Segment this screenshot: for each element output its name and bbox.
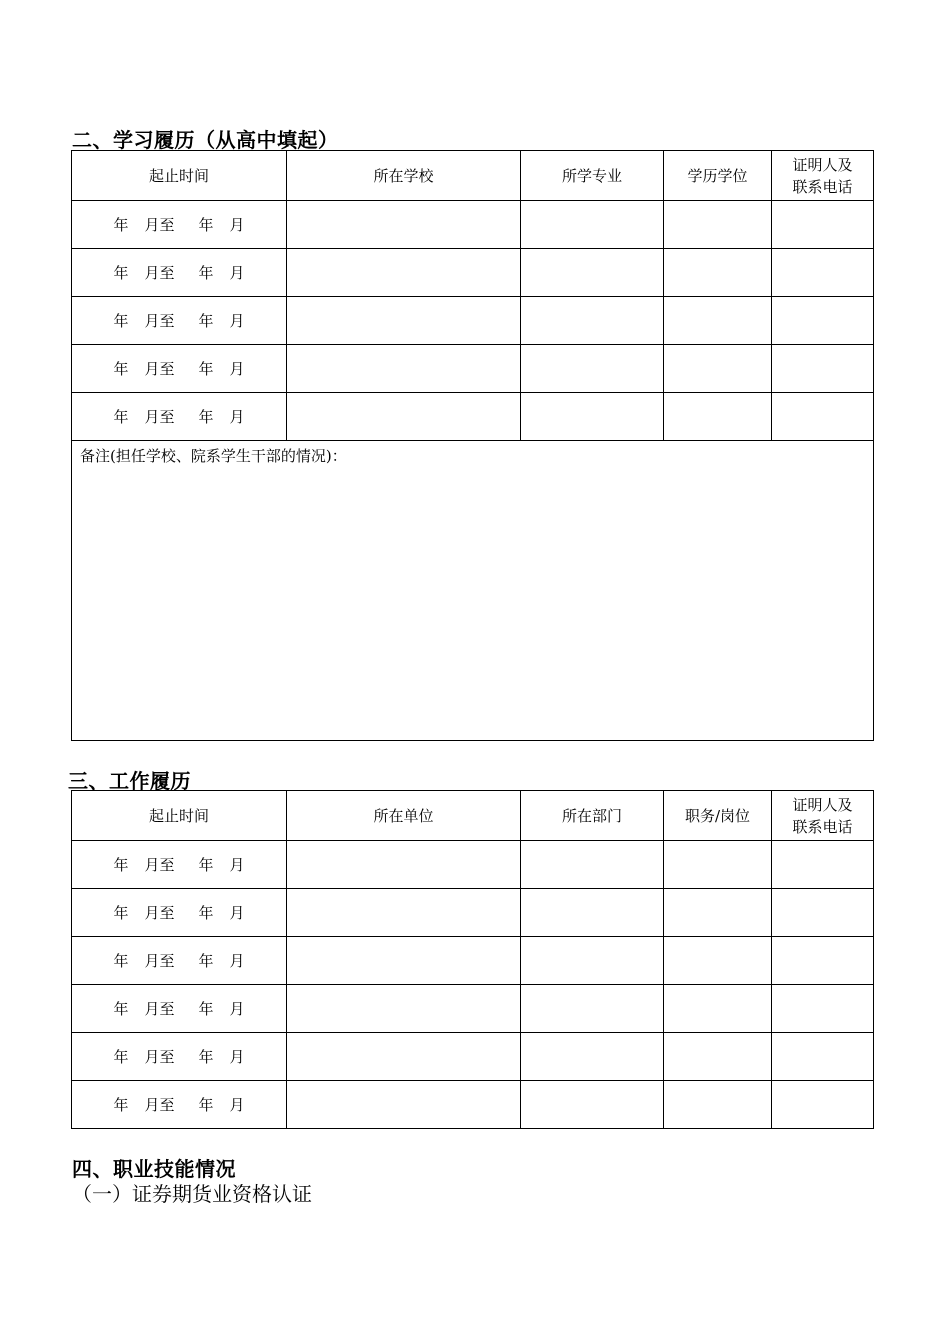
institution-cell[interactable] bbox=[287, 249, 521, 297]
education-table bbox=[71, 150, 874, 741]
start-year-label: 年 bbox=[113, 1095, 129, 1114]
start-month-label: 月至 bbox=[144, 311, 175, 330]
end-month-label: 月 bbox=[229, 311, 245, 330]
end-month-label: 月 bbox=[229, 359, 245, 378]
end-year-label: 年 bbox=[198, 1047, 214, 1066]
detail-cell[interactable] bbox=[521, 201, 664, 249]
end-month-label: 月 bbox=[229, 951, 245, 970]
witness-cell[interactable] bbox=[772, 1033, 874, 1081]
start-year-label: 年 bbox=[113, 855, 129, 874]
end-month-label: 月 bbox=[229, 855, 245, 874]
detail-cell[interactable] bbox=[521, 393, 664, 441]
witness-cell[interactable] bbox=[772, 201, 874, 249]
title-cell[interactable] bbox=[664, 297, 772, 345]
header-major: 所学专业 bbox=[521, 151, 664, 201]
title-cell[interactable] bbox=[664, 1033, 772, 1081]
education-header-row bbox=[72, 151, 874, 201]
remarks-label: 备注(担任学校、院系学生干部的情况)： bbox=[80, 447, 347, 465]
period-cell[interactable] bbox=[72, 937, 287, 985]
detail-cell[interactable] bbox=[521, 889, 664, 937]
header-period: 起止时间 bbox=[72, 791, 287, 841]
end-month-label: 月 bbox=[229, 999, 245, 1018]
period-cell[interactable] bbox=[72, 1033, 287, 1081]
start-year-label: 年 bbox=[113, 215, 129, 234]
work-row bbox=[72, 1081, 874, 1129]
education-section-title: 二、学习履历（从高中填起） bbox=[72, 128, 339, 152]
start-year-label: 年 bbox=[113, 999, 129, 1018]
header-position: 职务/岗位 bbox=[664, 791, 772, 841]
end-year-label: 年 bbox=[198, 951, 214, 970]
end-year-label: 年 bbox=[198, 263, 214, 282]
header-witness: 证明人及 联系电话 bbox=[772, 791, 874, 841]
start-month-label: 月至 bbox=[144, 1095, 175, 1114]
education-remarks-cell[interactable] bbox=[72, 441, 874, 741]
period-cell[interactable] bbox=[72, 249, 287, 297]
period-cell[interactable] bbox=[72, 985, 287, 1033]
end-year-label: 年 bbox=[198, 999, 214, 1018]
start-year-label: 年 bbox=[113, 1047, 129, 1066]
start-year-label: 年 bbox=[113, 359, 129, 378]
detail-cell[interactable] bbox=[521, 297, 664, 345]
header-period: 起止时间 bbox=[72, 151, 287, 201]
start-month-label: 月至 bbox=[144, 263, 175, 282]
witness-cell[interactable] bbox=[772, 345, 874, 393]
title-cell[interactable] bbox=[664, 985, 772, 1033]
title-cell[interactable] bbox=[664, 841, 772, 889]
institution-cell[interactable] bbox=[287, 393, 521, 441]
detail-cell[interactable] bbox=[521, 937, 664, 985]
title-cell[interactable] bbox=[664, 393, 772, 441]
end-year-label: 年 bbox=[198, 855, 214, 874]
education-row bbox=[72, 345, 874, 393]
header-employer: 所在单位 bbox=[287, 791, 521, 841]
start-month-label: 月至 bbox=[144, 407, 175, 426]
start-month-label: 月至 bbox=[144, 359, 175, 378]
period-cell[interactable] bbox=[72, 1081, 287, 1129]
end-month-label: 月 bbox=[229, 1047, 245, 1066]
start-year-label: 年 bbox=[113, 903, 129, 922]
work-table bbox=[71, 790, 874, 1129]
institution-cell[interactable] bbox=[287, 345, 521, 393]
title-cell[interactable] bbox=[664, 201, 772, 249]
institution-cell[interactable] bbox=[287, 985, 521, 1033]
period-cell[interactable] bbox=[72, 889, 287, 937]
witness-cell[interactable] bbox=[772, 297, 874, 345]
witness-cell[interactable] bbox=[772, 889, 874, 937]
work-row bbox=[72, 889, 874, 937]
education-row bbox=[72, 393, 874, 441]
title-cell[interactable] bbox=[664, 1081, 772, 1129]
header-school: 所在学校 bbox=[287, 151, 521, 201]
witness-cell[interactable] bbox=[772, 393, 874, 441]
title-cell[interactable] bbox=[664, 249, 772, 297]
end-year-label: 年 bbox=[198, 903, 214, 922]
end-year-label: 年 bbox=[198, 359, 214, 378]
work-row bbox=[72, 1033, 874, 1081]
end-year-label: 年 bbox=[198, 311, 214, 330]
end-year-label: 年 bbox=[198, 215, 214, 234]
start-year-label: 年 bbox=[113, 951, 129, 970]
institution-cell[interactable] bbox=[287, 1033, 521, 1081]
education-row bbox=[72, 249, 874, 297]
institution-cell[interactable] bbox=[287, 841, 521, 889]
start-year-label: 年 bbox=[113, 263, 129, 282]
end-month-label: 月 bbox=[229, 215, 245, 234]
start-year-label: 年 bbox=[113, 407, 129, 426]
start-month-label: 月至 bbox=[144, 855, 175, 874]
title-cell[interactable] bbox=[664, 889, 772, 937]
title-cell[interactable] bbox=[664, 345, 772, 393]
end-year-label: 年 bbox=[198, 407, 214, 426]
start-month-label: 月至 bbox=[144, 999, 175, 1018]
header-degree: 学历学位 bbox=[664, 151, 772, 201]
end-year-label: 年 bbox=[198, 1095, 214, 1114]
work-row bbox=[72, 841, 874, 889]
detail-cell[interactable] bbox=[521, 985, 664, 1033]
title-cell[interactable] bbox=[664, 937, 772, 985]
start-month-label: 月至 bbox=[144, 903, 175, 922]
header-department: 所在部门 bbox=[521, 791, 664, 841]
education-row bbox=[72, 201, 874, 249]
witness-cell[interactable] bbox=[772, 1081, 874, 1129]
institution-cell[interactable] bbox=[287, 201, 521, 249]
institution-cell[interactable] bbox=[287, 1081, 521, 1129]
skills-subsection-title: （一）证券期货业资格认证 bbox=[72, 1182, 312, 1206]
detail-cell[interactable] bbox=[521, 841, 664, 889]
institution-cell[interactable] bbox=[287, 937, 521, 985]
work-row bbox=[72, 937, 874, 985]
work-row bbox=[72, 985, 874, 1033]
witness-cell[interactable] bbox=[772, 985, 874, 1033]
start-month-label: 月至 bbox=[144, 951, 175, 970]
start-year-label: 年 bbox=[113, 311, 129, 330]
period-cell[interactable] bbox=[72, 201, 287, 249]
start-month-label: 月至 bbox=[144, 215, 175, 234]
end-month-label: 月 bbox=[229, 263, 245, 282]
institution-cell[interactable] bbox=[287, 889, 521, 937]
detail-cell[interactable] bbox=[521, 1033, 664, 1081]
work-header-row bbox=[72, 791, 874, 841]
detail-cell[interactable] bbox=[521, 1081, 664, 1129]
period-cell[interactable] bbox=[72, 297, 287, 345]
education-row bbox=[72, 297, 874, 345]
witness-cell[interactable] bbox=[772, 841, 874, 889]
period-cell[interactable] bbox=[72, 345, 287, 393]
witness-cell[interactable] bbox=[772, 249, 874, 297]
skills-section-title: 四、职业技能情况 bbox=[72, 1157, 236, 1181]
detail-cell[interactable] bbox=[521, 249, 664, 297]
witness-cell[interactable] bbox=[772, 937, 874, 985]
end-month-label: 月 bbox=[229, 407, 245, 426]
work-section-title: 三、工作履历 bbox=[68, 769, 191, 793]
institution-cell[interactable] bbox=[287, 297, 521, 345]
period-cell[interactable] bbox=[72, 393, 287, 441]
end-month-label: 月 bbox=[229, 903, 245, 922]
detail-cell[interactable] bbox=[521, 345, 664, 393]
end-month-label: 月 bbox=[229, 1095, 245, 1114]
education-remarks-row bbox=[72, 441, 874, 741]
start-month-label: 月至 bbox=[144, 1047, 175, 1066]
header-witness: 证明人及 联系电话 bbox=[772, 151, 874, 201]
period-cell[interactable] bbox=[72, 841, 287, 889]
